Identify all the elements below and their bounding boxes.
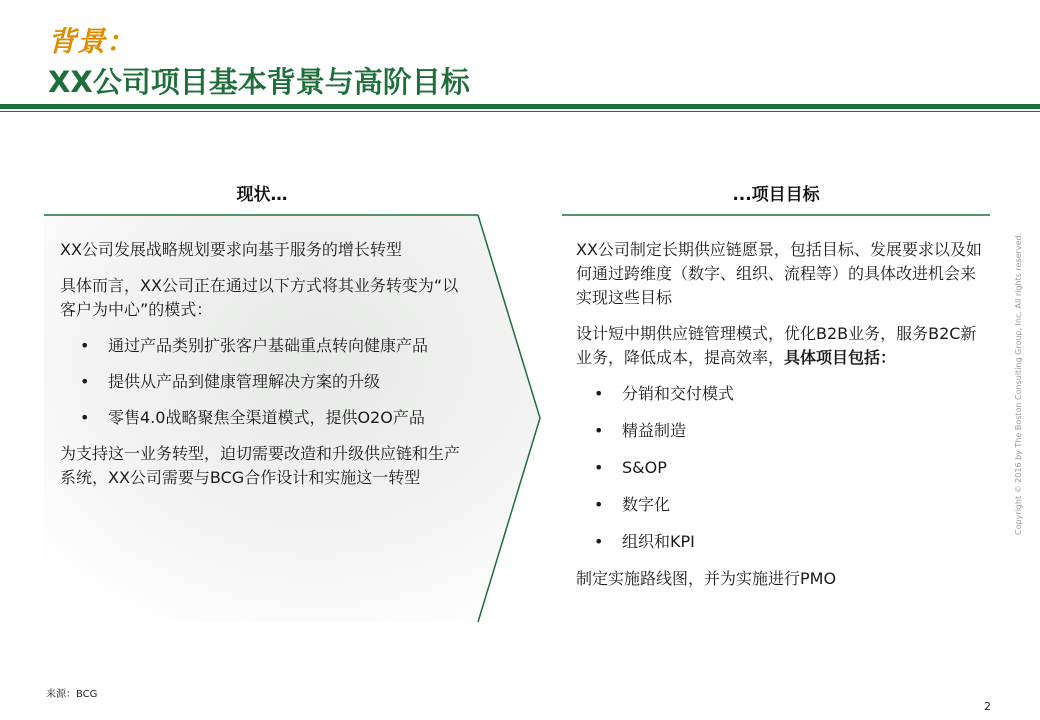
bullet-icon: • (80, 408, 90, 427)
paragraph-2-regular: 设计短中期供应链管理模式，优化B2B业务，服务B2C新业务，降低成本，提高效率， (576, 324, 977, 367)
project-goals-paragraph-1: XX公司制定长期供应链愿景，包括目标、发展要求以及如何通过跨维度（数字、组织、流程等）的具体改进机会来实现这些目标 (576, 240, 982, 307)
list-item (576, 419, 986, 443)
current-state-bullets (60, 334, 468, 430)
bullet-icon: • (594, 421, 604, 440)
source-note: 来源：BCG (46, 689, 98, 700)
bullet-text: 组织和KPI (622, 532, 695, 551)
current-state-heading: 现状… (236, 185, 288, 205)
project-goals-panel (576, 238, 986, 603)
project-goals-bullets (576, 382, 986, 554)
bullet-text: 精益制造 (622, 421, 687, 440)
list-item (60, 406, 468, 430)
bullet-text: 零售4.0战略聚焦全渠道模式，提供O2O产品 (108, 408, 425, 427)
list-item (576, 456, 986, 480)
bullet-icon: • (594, 532, 604, 551)
list-item (60, 334, 468, 358)
list-item (576, 382, 986, 406)
slide-title: XX公司项目基本背景与高阶目标 (48, 65, 470, 99)
page-number: 2 (984, 700, 991, 713)
bullet-text: 分销和交付模式 (622, 384, 735, 403)
project-goals-paragraph-3: 制定实施路线图，并为实施进行PMO (576, 569, 837, 588)
bullet-icon: • (80, 336, 90, 355)
bullet-text: 数字化 (622, 495, 671, 514)
project-goals-paragraph-2 (576, 322, 986, 370)
bullet-icon: • (594, 458, 604, 477)
list-item (60, 370, 468, 394)
bullet-text: 提供从产品到健康管理解决方案的升级 (108, 372, 381, 391)
slide-kicker: 背景： (48, 25, 136, 58)
current-state-panel (60, 238, 468, 502)
current-state-paragraph-1: XX公司发展战略规划要求向基于服务的增长转型 (60, 240, 402, 259)
bullet-icon: • (80, 372, 90, 391)
current-state-paragraph-2: 具体而言，XX公司正在通过以下方式将其业务转变为“以客户为中心”的模式： (60, 276, 459, 319)
bullet-icon: • (594, 384, 604, 403)
current-state-paragraph-3: 为支持这一业务转型，迫切需要改造和升级供应链和生产系统，XX公司需要与BCG合作设计和实施这一转型 (60, 444, 461, 487)
paragraph-2-bold: 具体项目包括： (784, 348, 897, 367)
project-goals-heading: ...项目目标 (732, 185, 820, 205)
list-item (576, 530, 986, 554)
copyright-notice: Copyright © 2016 by The Boston Consulting Group, Inc. All rights reserved. (1014, 232, 1023, 535)
bullet-text: 通过产品类别扩张客户基础重点转向健康产品 (108, 336, 429, 355)
bullet-icon: • (594, 495, 604, 514)
bullet-text: S&OP (622, 458, 667, 477)
list-item (576, 493, 986, 517)
